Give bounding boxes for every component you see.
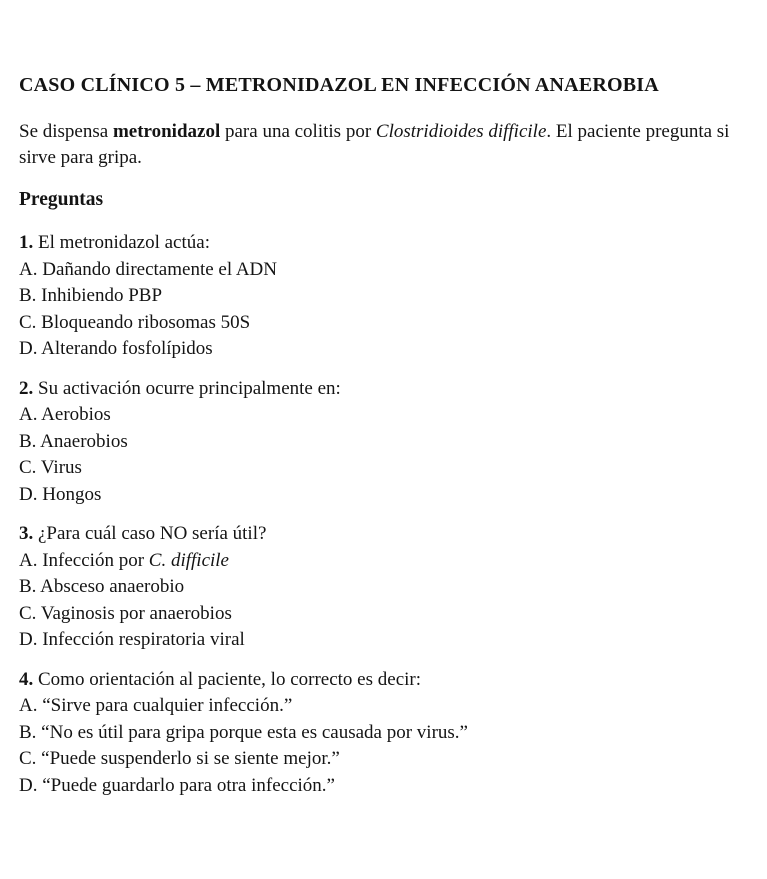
question-1-option-d bbox=[19, 336, 767, 363]
question-4-stem: Como orientación al paciente, lo correcto es decir: bbox=[33, 668, 422, 690]
option-text: C. Vaginosis por anaerobios bbox=[19, 602, 232, 624]
option-text: B. Anaerobios bbox=[19, 430, 128, 452]
question-4-option-a bbox=[19, 693, 767, 720]
option-text: D. Infección respiratoria viral bbox=[19, 629, 245, 650]
question-3-option-d bbox=[19, 627, 767, 654]
question-block-4 bbox=[19, 667, 767, 800]
question-1-option-c bbox=[19, 310, 767, 337]
questions-heading: Preguntas bbox=[19, 188, 104, 210]
option-text: A. “Sirve para cualquier infección.” bbox=[19, 695, 293, 716]
question-1-text bbox=[19, 230, 767, 257]
intro-text-2: para una colitis por bbox=[220, 120, 376, 142]
question-2-option-a bbox=[19, 402, 767, 429]
intro-line-2: sirve para gripa. bbox=[19, 147, 142, 168]
question-4-option-b bbox=[19, 720, 767, 747]
option-text: A. Infección por bbox=[19, 549, 149, 571]
question-1-option-b bbox=[19, 283, 767, 310]
page-title: CASO CLÍNICO 5 – METRONIDAZOL EN INFECCIÓN ANAEROBIA bbox=[19, 74, 659, 96]
option-text: B. Absceso anaerobio bbox=[19, 576, 185, 597]
intro-paragraph bbox=[19, 119, 767, 172]
question-2-number: 2. bbox=[19, 377, 34, 399]
question-3-option-a bbox=[19, 548, 767, 575]
question-1-stem: El metronidazol actúa: bbox=[33, 232, 210, 253]
question-1-number: 1. bbox=[19, 232, 34, 253]
question-2-text bbox=[19, 376, 767, 403]
option-italic-text: C. difficile bbox=[148, 549, 229, 571]
drug-name-bold: metronidazol bbox=[112, 120, 221, 142]
question-block-1 bbox=[19, 230, 767, 363]
option-text: A. Dañando directamente el ADN bbox=[19, 258, 277, 280]
question-3-option-c bbox=[19, 601, 767, 628]
option-text: D. “Puede guardarlo para otra infección.” bbox=[19, 774, 335, 796]
question-4-option-c bbox=[19, 746, 767, 773]
option-text: B. Inhibiendo PBP bbox=[19, 285, 163, 306]
question-3-option-b bbox=[19, 574, 767, 601]
question-3-text bbox=[19, 521, 767, 548]
question-4-text bbox=[19, 667, 767, 694]
option-text: B. “No es útil para gripa porque esta es causada por virus.” bbox=[19, 721, 468, 743]
question-1-option-a bbox=[19, 257, 767, 284]
question-3-number: 3. bbox=[19, 523, 34, 544]
question-2-option-b bbox=[19, 429, 767, 456]
question-2-option-d bbox=[19, 482, 767, 509]
option-text: D. Alterando fosfolípidos bbox=[19, 338, 213, 359]
question-3-stem: ¿Para cuál caso NO sería útil? bbox=[33, 523, 267, 544]
option-text: D. Hongos bbox=[19, 483, 102, 505]
option-text: A. Aerobios bbox=[19, 404, 111, 425]
question-2-option-c bbox=[19, 455, 767, 482]
question-4-option-d bbox=[19, 773, 767, 800]
intro-text-3: . El paciente pregunta si bbox=[546, 120, 730, 142]
option-text: C. Virus bbox=[19, 457, 82, 478]
question-4-number: 4. bbox=[19, 668, 34, 690]
intro-text-1: Se dispensa bbox=[19, 120, 113, 142]
question-2-stem: Su activación ocurre principalmente en: bbox=[33, 377, 341, 399]
pathogen-name-italic: Clostridioides difficile bbox=[375, 120, 547, 142]
option-text: C. “Puede suspenderlo si se siente mejor.” bbox=[19, 748, 340, 769]
question-block-2 bbox=[19, 376, 767, 509]
option-text: C. Bloqueando ribosomas 50S bbox=[19, 311, 251, 333]
question-block-3 bbox=[19, 521, 767, 654]
